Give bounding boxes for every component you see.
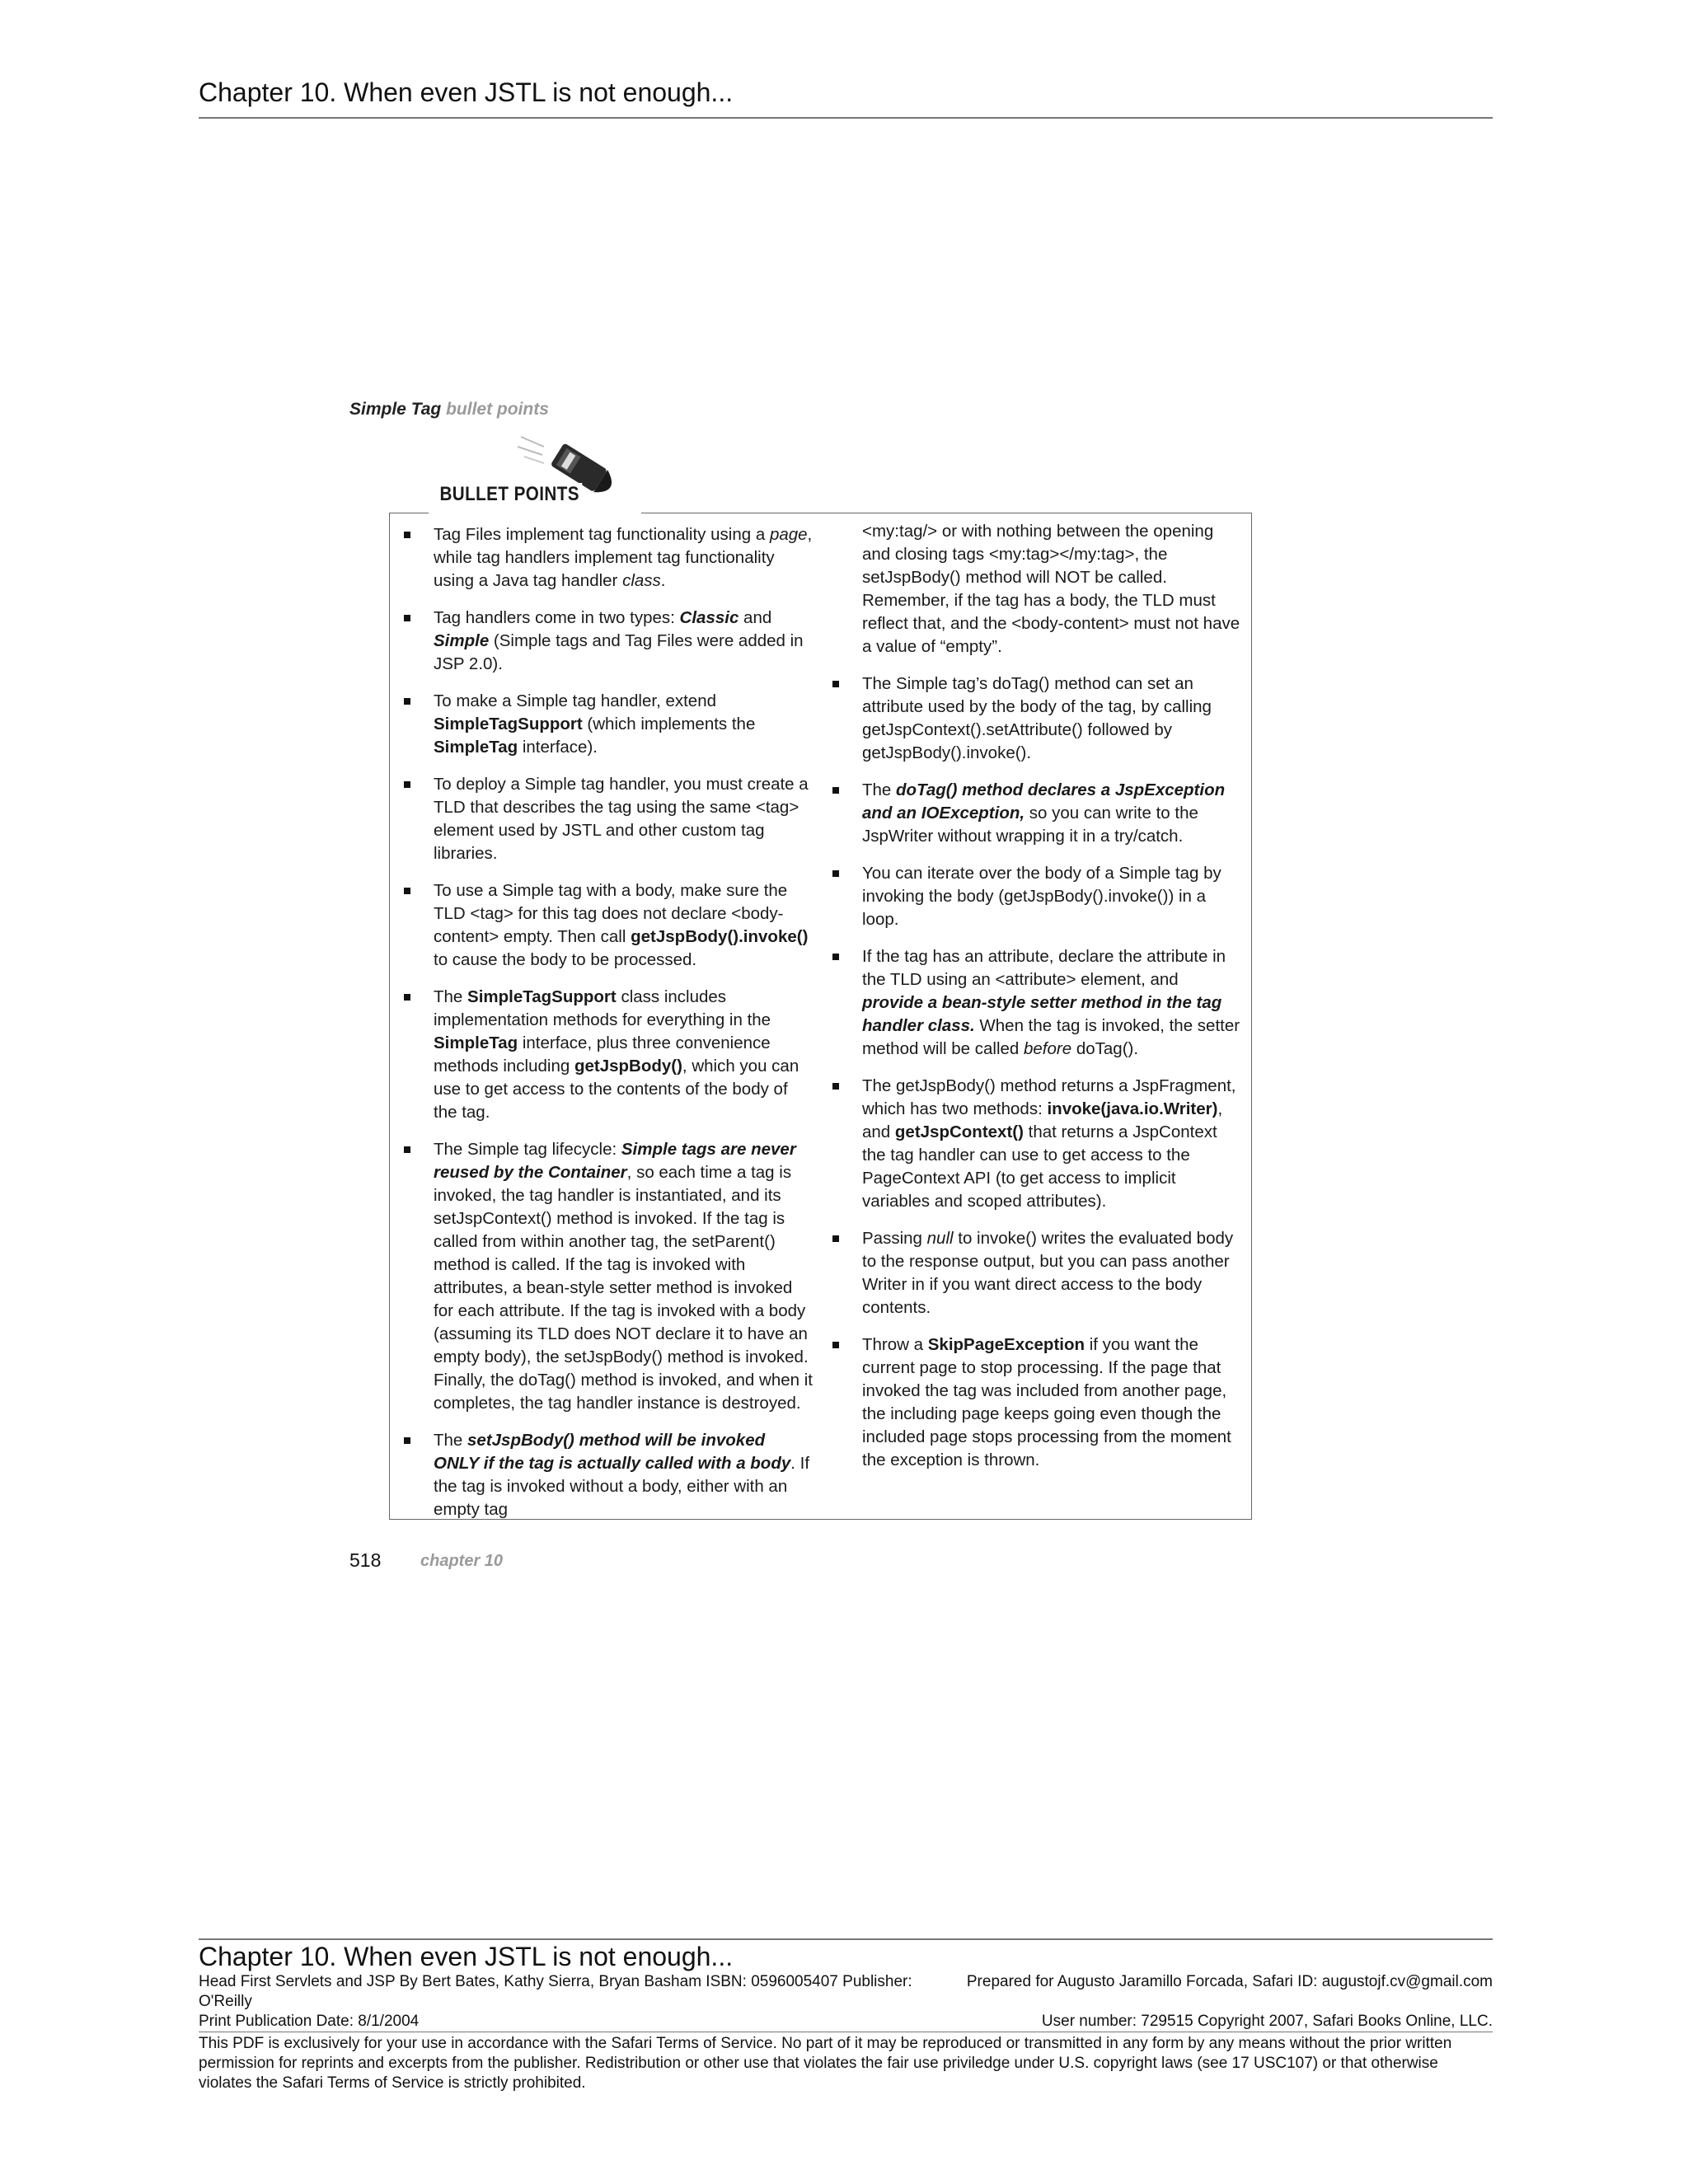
section-label [349, 400, 549, 419]
bullet-text-segment: and [738, 608, 772, 627]
bullet-square-icon [404, 994, 410, 1001]
bullet-text [434, 523, 814, 593]
bullet-text-segment: To make a Simple tag handler, extend [434, 691, 717, 710]
bullet-text-segment: interface). [518, 738, 598, 757]
bullet-text-segment: The [434, 987, 468, 1006]
footer-user-info: User number: 729515 Copyright 2007, Safari Books Online, LLC. [1041, 2013, 1493, 2030]
bullet-square-icon [832, 787, 839, 794]
bullet-square-icon [404, 698, 410, 705]
bullet-text-segment: (Simple tags and Tag Files were added in JSP 2.0). [434, 631, 804, 673]
bullet-text-segment: . If the tag is invoked without a body, either with an empty tag [434, 1454, 810, 1519]
right-bullet-list [831, 673, 1243, 1472]
bullet-text-segment: Throw a [862, 1335, 928, 1354]
bullet-text-segment: if you want the current page to stop processing. If the page that invoked the tag was included from another page, the including page keeps going even though the included page stops processing from the moment the exception is thrown. [862, 1335, 1231, 1469]
bullet-text-segment: The [434, 1431, 468, 1450]
bullet-item [831, 1075, 1243, 1213]
page-number: 518 [349, 1549, 382, 1571]
bullet-text-segment: , and [862, 1099, 1223, 1141]
bullet-item [402, 879, 814, 972]
bullet-item [402, 607, 814, 676]
bullet-text-segment: Simple tags are never reused by the Container [434, 1140, 796, 1182]
bullet-text-segment: doTag(). [1071, 1039, 1139, 1058]
footer-print-info [199, 2013, 1493, 2031]
section-label-main: Simple Tag [349, 400, 442, 419]
bullet-square-icon [404, 532, 410, 538]
bullet-text-segment: invoke(java.io.Writer) [1047, 1099, 1218, 1118]
bullet-text [862, 1227, 1243, 1319]
bullet-text-segment: SkipPageException [927, 1335, 1085, 1354]
bullet-text-segment: page [769, 525, 808, 544]
bullet-text [434, 607, 814, 676]
bullet-square-icon [832, 1083, 839, 1090]
page-header-title: Chapter 10. When even JSTL is not enough... [199, 77, 734, 107]
bullet-text [862, 673, 1243, 765]
bullet-text-segment: Classic [679, 608, 739, 627]
bullet-square-icon [404, 615, 410, 621]
bullet-text-segment: doTag() method declares a JspException and an IOException, [862, 780, 1226, 823]
bullet-text-segment: SimpleTagSupport [434, 715, 583, 733]
bullet-text-segment: You can iterate over the body of a Simple tag by invoking the body (getJspBody().invoke()) in a loop. [862, 864, 1221, 929]
bullet-square-icon [404, 888, 410, 894]
bullet-text [862, 1333, 1243, 1472]
bullet-text [434, 879, 814, 972]
bullet-text-segment: to cause the body to be processed. [434, 950, 697, 969]
bullet-square-icon [404, 1146, 410, 1153]
box-title: BULLET POINTS [437, 483, 582, 506]
bullet-text-segment: . [660, 571, 666, 590]
bullet-text-segment: so you can write to the JspWriter without wrapping it in a try/catch. [862, 804, 1198, 846]
bullet-item [831, 1227, 1243, 1319]
bullet-text [862, 862, 1243, 931]
bullet-text [434, 1138, 814, 1415]
bullet-square-icon [832, 1342, 839, 1348]
bullet-text-segment: , which you can use to get access to the contents of the body of the tag. [434, 1057, 799, 1122]
bullet-square-icon [832, 1235, 839, 1242]
chapter-label: chapter 10 [420, 1552, 504, 1570]
bullet-text-segment: The Simple tag lifecycle: [434, 1140, 621, 1159]
bullet-square-icon [832, 681, 839, 687]
bullet-text-segment: Tag Files implement tag functionality using a [434, 525, 770, 544]
bullet-item [402, 773, 814, 865]
footer-divider-top [199, 1938, 1493, 1940]
bullet-text-segment: , while tag handlers implement tag functionality using a Java tag handler [434, 525, 813, 590]
bullet-square-icon [404, 781, 410, 788]
bullet-square-icon [404, 1437, 410, 1444]
bullet-item [831, 945, 1243, 1061]
bullet-text-segment: class [622, 571, 661, 590]
bullet-text-segment: SimpleTag [434, 1033, 518, 1052]
bullet-text-segment: getJspBody().invoke() [631, 927, 809, 946]
section-label-sub: bullet points [446, 400, 549, 419]
bullet-text-segment: The getJspBody() method returns a JspFragment, which has two methods: [862, 1076, 1236, 1118]
bullet-item [402, 523, 814, 593]
footer-book-info: Head First Servlets and JSP By Bert Bates, Kathy Sierra, Bryan Basham ISBN: 0596005407 Publisher: [199, 1973, 912, 1990]
box-title-gap [429, 509, 641, 516]
bullet-text-segment: getJspContext() [894, 1122, 1024, 1141]
bullet-text-segment: getJspBody() [574, 1057, 682, 1076]
bullet-text [434, 986, 814, 1124]
right-column [831, 520, 1243, 1486]
bullet-item [831, 779, 1243, 848]
bullet-points-box [389, 513, 1252, 1520]
bullet-text [434, 773, 814, 865]
bullet-text-segment: null [926, 1229, 954, 1248]
footer-publication [199, 1973, 1493, 1991]
bullet-item [831, 673, 1243, 765]
bullet-item [402, 1138, 814, 1415]
footer-prepared-for: Prepared for Augusto Jaramillo Forcada, Safari ID: augustojf.cv@gmail.com [966, 1973, 1493, 1990]
bullet-text [434, 690, 814, 759]
continued-bullet-text: <my:tag/> or with nothing between the opening and closing tags <my:tag></my:tag>, the setJspBody() method will NOT be called. Remember, if the tag has a body, the TLD must reflect that, and the <body-content> must not have a value of “empty”. [862, 522, 1240, 656]
bullet-text [862, 1075, 1243, 1213]
footer-publisher: O'Reilly [199, 1993, 252, 2010]
bullet-item [402, 1429, 814, 1521]
bullet-square-icon [832, 870, 839, 877]
bullet-text-segment: To deploy a Simple tag handler, you must create a TLD that describes the tag using the same <tag> element used by JSTL and other custom tag libraries. [434, 775, 809, 863]
bullet-text-segment: to invoke() writes the evaluated body to the response output, but you can pass another Writer in if you want direct access to the body contents. [862, 1229, 1234, 1317]
bullet-text-segment: interface, plus three convenience methods including [434, 1033, 771, 1076]
footer-legal-notice: This PDF is exclusively for your use in accordance with the Safari Terms of Service. No part of it may be reproduced or transmitted in any form by any means without the prior written permission for reprints and excerpts from the publisher. Redistribution or other use that violates the fair use priviledge under U.S. copyright laws (see 17 USC107) or that otherwise violates the Safari Terms of Service is strictly prohibited. [199, 2035, 1452, 2092]
bullet-item [402, 690, 814, 759]
bullet-text-segment: before [1024, 1039, 1072, 1058]
bullet-text-segment: setJspBody() method will be invoked ONLY if the tag is actually called with a body [434, 1431, 791, 1473]
bullet-text-segment: (which implements the [582, 715, 756, 733]
left-column [402, 523, 814, 1535]
bullet-text-segment: The [862, 780, 897, 799]
bullet-text-segment: To use a Simple tag with a body, make sure the TLD <tag> for this tag does not declare <body-content> empty. Then call [434, 881, 788, 946]
bullet-text [862, 945, 1243, 1061]
bullet-text-segment: class includes implementation methods for everything in the [434, 987, 771, 1029]
header-divider [199, 117, 1493, 119]
bullet-square-icon [832, 954, 839, 960]
bullet-item [402, 986, 814, 1124]
footer-title: Chapter 10. When even JSTL is not enough... [199, 1942, 734, 1971]
bullet-text-segment: provide a bean-style setter method in the tag handler class. [862, 993, 1222, 1035]
footer-print-date: Print Publication Date: 8/1/2004 [199, 2013, 420, 2030]
bullet-text-segment: When the tag is invoked, the setter method will be called [862, 1016, 1240, 1058]
bullet-text-segment: Simple [434, 631, 490, 650]
bullet-text [862, 779, 1243, 848]
bullet-text [434, 1429, 814, 1521]
bullet-text-segment: If the tag has an attribute, declare the attribute in the TLD using an <attribute> element, and [862, 947, 1226, 989]
bullet-text-segment: Tag handlers come in two types: [434, 608, 680, 627]
bullet-text-segment: SimpleTagSupport [467, 987, 617, 1006]
bullet-item [831, 1333, 1243, 1472]
bullet-item [831, 862, 1243, 931]
bullet-text-segment: , so each time a tag is invoked, the tag handler is instantiated, and its setJspContext() method is invoked. If the tag is called from within another tag, the setParent() method is called. If the tag is invoked with attributes, a bean-style setter method is invoked for each attribute. If the tag is invoked with a body (assuming its TLD does NOT declare it to have an empty body), the setJspBody() method is invoked. Finally, the doTag() method is invoked, and when it completes, the tag handler instance is destroyed. [434, 1163, 813, 1413]
bullet-text-segment: that returns a JspContext the tag handler can use to get access to the PageContext API (to get access to implicit variables and scoped attributes). [862, 1122, 1217, 1211]
bullet-text-segment: SimpleTag [434, 738, 518, 757]
bullet-text-segment: Passing [862, 1229, 927, 1248]
bullet-text-segment: The Simple tag’s doTag() method can set an attribute used by the body of the tag, by calling getJspContext().setAttribute() followed by getJspBody().invoke(). [862, 674, 1212, 762]
